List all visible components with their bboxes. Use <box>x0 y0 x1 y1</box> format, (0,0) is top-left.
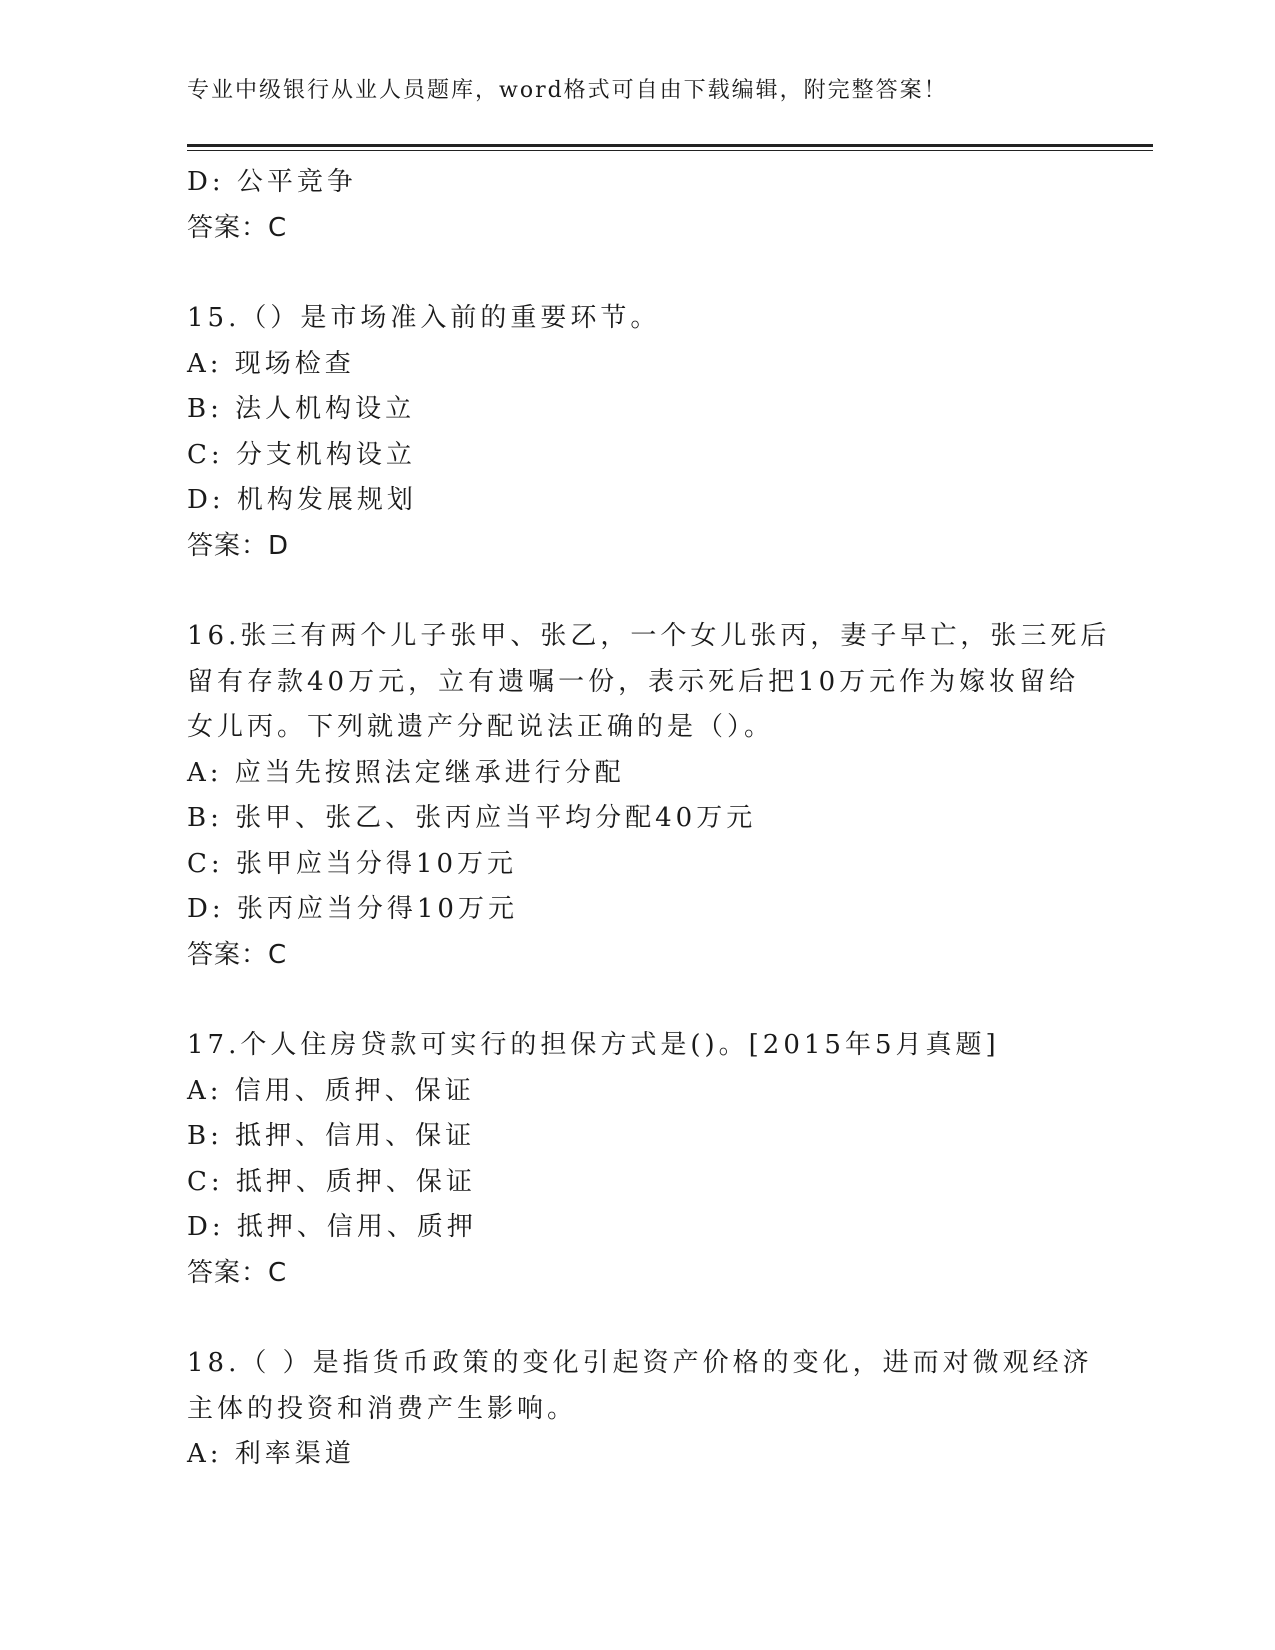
option-a: A: 利率渠道 <box>187 1439 355 1469</box>
option-a: A: 现场检查 <box>187 348 355 379</box>
header-rule-thick <box>187 144 1153 147</box>
option-c: C: 张甲应当分得10万元 <box>187 848 518 879</box>
option-b: B: 张甲、张乙、张丙应当平均分配40万元 <box>187 803 757 833</box>
header-rule-thin <box>187 150 1153 151</box>
option-c: C: 抵押、质押、保证 <box>187 1166 476 1197</box>
option-b: B: 抵押、信用、保证 <box>187 1121 476 1151</box>
question-17 <box>187 1023 1127 1296</box>
question-stem-line: 16.张三有两个儿子张甲、张乙，一个女儿张丙，妻子早亡，张三死后 <box>187 621 1111 651</box>
answer: 答案：D <box>187 530 290 561</box>
question-stem-line: 17.个人住房贷款可实行的担保方式是()。[2015年5月真题] <box>187 1030 1000 1060</box>
question-stem-line: 女儿丙。下列就遗产分配说法正确的是（）。 <box>187 712 775 742</box>
answer: 答案：C <box>187 1257 288 1288</box>
question-stem-line: 15.（）是市场准入前的重要环节。 <box>187 303 661 333</box>
option-a: A: 应当先按照法定继承进行分配 <box>187 757 625 788</box>
question-stem-line: 18.（ ）是指货币政策的变化引起资产价格的变化，进而对微观经济 <box>187 1348 1093 1378</box>
option-d: D: 机构发展规划 <box>187 485 417 515</box>
answer: 答案：C <box>187 939 288 970</box>
document-body <box>187 160 1127 1478</box>
option-b: B: 法人机构设立 <box>187 394 416 424</box>
option-c: C: 分支机构设立 <box>187 439 416 470</box>
option-d: D: 张丙应当分得10万元 <box>187 894 518 924</box>
question-18 <box>187 1341 1127 1478</box>
fragment-option-d: D: 公平竞争 <box>187 167 357 197</box>
option-d: D: 抵押、信用、质押 <box>187 1212 477 1242</box>
question-stem-line: 留有存款40万元，立有遗嘱一份，表示死后把10万元作为嫁妆留给 <box>187 666 1080 697</box>
question-16 <box>187 614 1127 978</box>
page-header: 专业中级银行从业人员题库，word格式可自由下载编辑，附完整答案！ <box>187 78 948 103</box>
option-a: A: 信用、质押、保证 <box>187 1075 475 1106</box>
question-stem-line: 主体的投资和消费产生影响。 <box>187 1393 578 1424</box>
question-15 <box>187 296 1127 569</box>
fragment-answer: 答案：C <box>187 212 288 243</box>
